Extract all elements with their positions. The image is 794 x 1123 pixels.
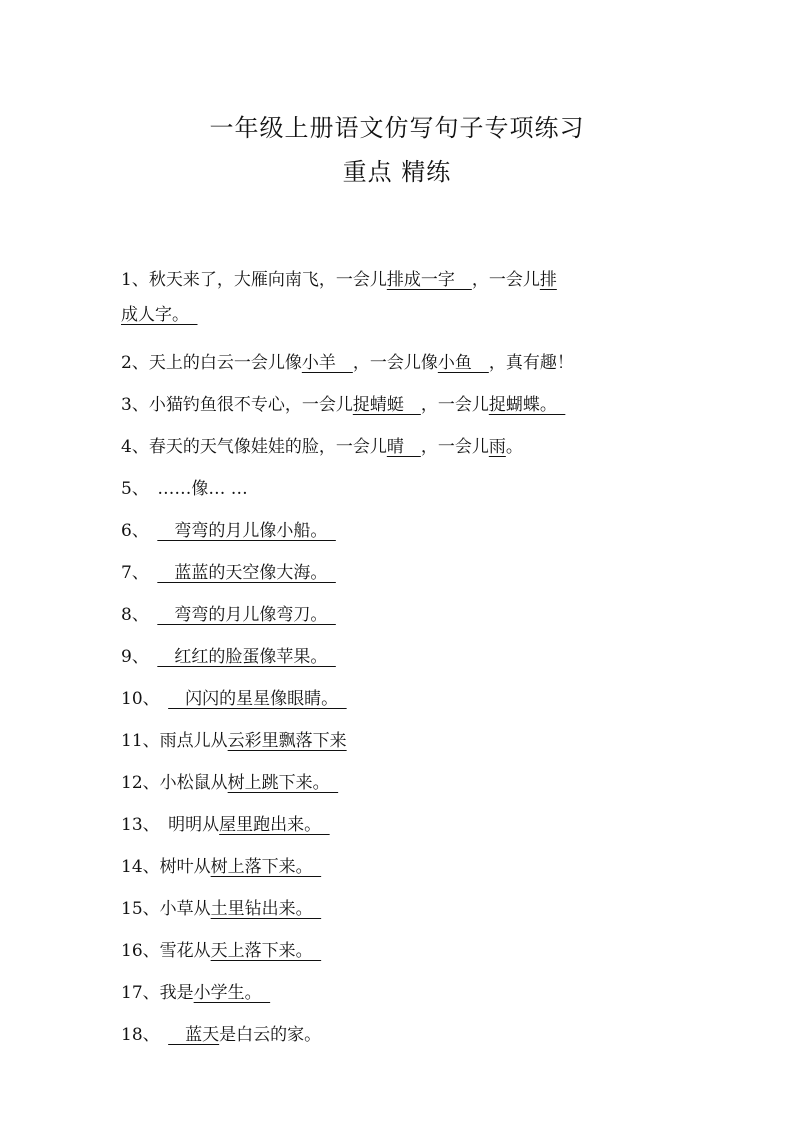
exercise-line [121,519,681,543]
answer-text: 弯弯的月儿像小船。 [157,521,336,541]
exercise-line [121,1023,681,1047]
answer-text: 雨 [488,437,506,457]
prompt-text: ，一会儿 [471,270,540,290]
exercise-number: 5、 [121,479,141,499]
exercise-line [121,687,681,711]
prompt-text: ，一会儿 [420,395,489,415]
exercise-line [121,729,681,753]
prompt-text: ，真有趣！ [488,353,574,373]
prompt-text [151,1025,168,1045]
prompt-text [140,605,157,625]
exercise-number: 14、 [121,857,160,877]
answer-text: 成人字。 [121,305,198,325]
answer-text: 红红的脸蛋像苹果。 [157,647,336,667]
prompt-text: 小猫钓鱼很不专心，一会儿 [148,395,353,415]
exercise-line [121,813,681,837]
prompt-text: 雨点儿从 [159,731,228,751]
exercise-line [121,939,681,963]
prompt-text: 。 [505,437,523,457]
exercise-line [121,268,681,292]
exercise-number: 1、 [121,270,149,290]
prompt-text: 我是 [159,983,194,1003]
exercise-number: 13、 [121,815,152,835]
exercise-number: 15、 [121,899,160,919]
answer-text: 弯弯的月儿像弯刀。 [157,605,336,625]
exercise-line [121,351,681,375]
exercise-line [121,435,681,459]
exercise-line [121,897,681,921]
exercise-number: 4、 [121,437,149,457]
exercise-line [121,855,681,879]
prompt-text: ，一会儿 [420,437,489,457]
prompt-text: 天上的白云一会儿像 [148,353,302,373]
exercise-line [121,477,681,501]
answer-text: 土里钻出来。 [210,899,322,919]
exercise-line [121,771,681,795]
answer-text: 排 [539,270,557,290]
exercise-number: 7、 [121,563,141,583]
exercise-number: 17、 [121,983,160,1003]
answer-text: 闪闪的星星像眼睛。 [168,689,347,709]
exercise-number: 8、 [121,605,141,625]
exercise-number: 10、 [121,689,152,709]
exercise-number: 6、 [121,521,141,541]
answer-text: 排成一字 [386,270,472,290]
answer-text: 树上跳下来。 [227,773,339,793]
prompt-text: 小松鼠从 [159,773,228,793]
prompt-text [140,521,157,541]
prompt-text: 树叶从 [159,857,211,877]
answer-text: 小学生。 [193,983,271,1003]
prompt-text: ……像… … [140,479,248,499]
answer-text: 蓝天 [168,1025,220,1045]
prompt-text: 小草从 [159,899,211,919]
answer-text: 晴 [386,437,421,457]
answer-text: 树上落下来。 [210,857,322,877]
exercise-number: 16、 [121,941,160,961]
exercise-line [121,645,681,669]
prompt-text: 明明从 [151,815,220,835]
prompt-text [140,647,157,667]
answer-text: 蓝蓝的天空像大海。 [157,563,336,583]
page-title: 一年级上册语文仿写句子专项练习 [209,114,585,142]
prompt-text: 春天的天气像娃娃的脸，一会儿 [148,437,387,457]
answer-text: 小羊 [301,353,353,373]
prompt-text [151,689,168,709]
prompt-text: ，一会儿像 [352,353,438,373]
answer-text: 小鱼 [437,353,489,373]
exercise-number: 2、 [121,353,149,373]
answer-text: 天上落下来。 [210,941,322,961]
exercise-number: 18、 [121,1025,152,1045]
exercise-number: 9、 [121,647,141,667]
prompt-text: 雪花从 [159,941,211,961]
exercise-line [121,561,681,585]
page-subtitle: 重点 精练 [342,158,452,186]
prompt-text [140,563,157,583]
answer-text: 捉蜻蜓 [352,395,421,415]
prompt-text: 是白云的家。 [219,1025,322,1045]
exercise-line [121,981,681,1005]
exercise-number: 3、 [121,395,149,415]
answer-text: 屋里跑出来。 [219,815,330,835]
exercise-line [121,303,681,327]
exercise-line [121,603,681,627]
answer-text: 云彩里飘落下来 [227,731,347,751]
prompt-text: 秋天来了，大雁向南飞，一会儿 [148,270,387,290]
exercise-number: 11、 [121,731,160,751]
answer-text: 捉蝴蝶。 [488,395,566,415]
exercise-number: 12、 [121,773,160,793]
exercise-line [121,393,681,417]
